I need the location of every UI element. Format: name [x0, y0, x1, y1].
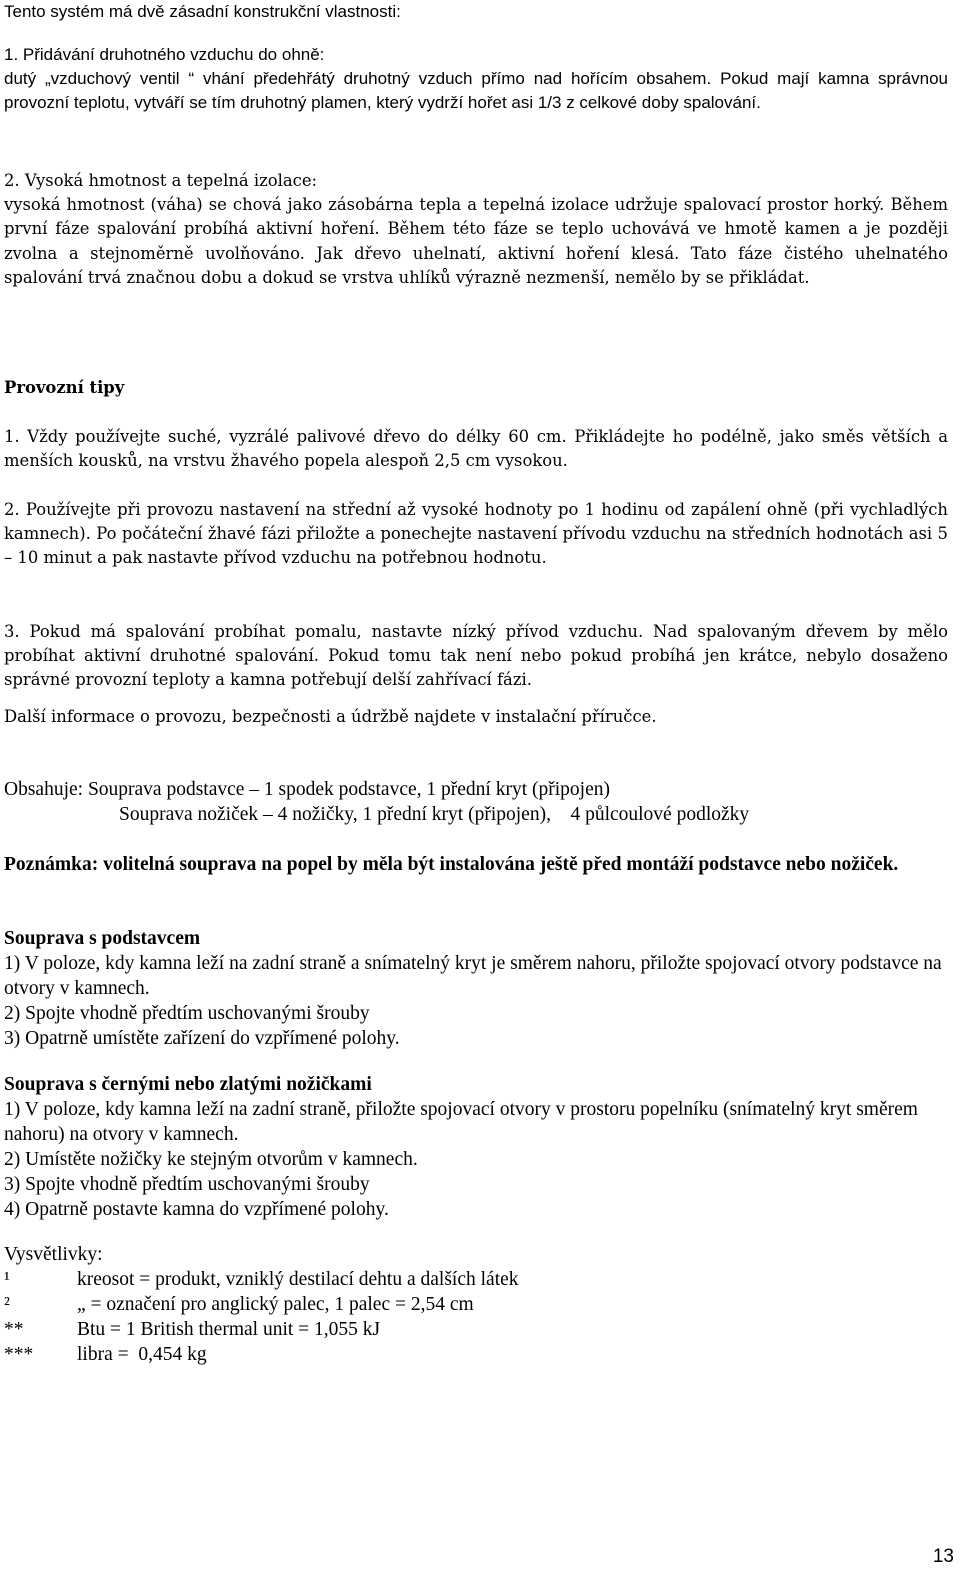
- legend-text: kreosot = produkt, vzniklý destilací dehtu a dalších látek: [77, 1269, 519, 1290]
- contents-line-2: Souprava nožiček – 4 nožičky, 1 přední kryt (připojen), 4 půlcoulové podložky: [119, 804, 750, 825]
- legs-kit-step-1: 1) V poloze, kdy kamna leží na zadní straně, přiložte spojovací otvory v prostoru popelníku (snímatelný kryt směrem nahoru) na otvory v kamnech.: [4, 1099, 918, 1145]
- legs-kit-step-4: 4) Opatrně postavte kamna do vzpřímené polohy.: [4, 1199, 389, 1220]
- property-2-title: 2. Vysoká hmotnost a tepelná izolace:: [4, 171, 318, 190]
- legend-item: [4, 1292, 948, 1317]
- legs-kit-heading: Souprava s černými nebo zlatými nožičkami: [4, 1074, 372, 1095]
- stand-kit-step-1: 1) V poloze, kdy kamna leží na zadní straně a snímatelný kryt je směrem nahoru, přiložte spojovací otvory podstavce na otvory v kamnech.: [4, 953, 942, 999]
- tips-heading: Provozní tipy: [4, 378, 125, 397]
- stand-kit-step-2: 2) Spojte vhodně předtím uschovanými šrouby: [4, 1003, 370, 1024]
- property-1-text: dutý „vzduchový ventil “ vhání předehřátý druhotný vzduch přímo nad hořícím obsahem. Pokud mají kamna správnou provozní teplotu, vytváří se tím druhotný plamen, který vydrží hořet asi 1/3 z celkové doby spalování.: [4, 69, 948, 112]
- stand-kit-section: [4, 926, 948, 1051]
- legs-kit-step-2: 2) Umístěte nožičky ke stejným otvorům v kamnech.: [4, 1149, 418, 1170]
- legend-mark: ²: [4, 1294, 10, 1315]
- property-2-text-a: vysoká hmotnost (váha) se chová jako zásobárna tepla a tepelná izolace udržuje spalovací prostor horký.: [4, 195, 885, 215]
- contents-line-1: Obsahuje: Souprava podstavce – 1 spodek podstavce, 1 přední kryt (připojen): [4, 779, 610, 800]
- more-info: Další informace o provozu, bezpečnosti a údržbě najdete v instalační příručce.: [4, 707, 657, 726]
- legend-mark: ¹: [4, 1269, 10, 1290]
- property-2-text-b: Během první fáze spalování probíhá aktivní hoření.: [4, 195, 948, 239]
- legend-mark: **: [4, 1319, 24, 1340]
- legend-text: Btu = 1 British thermal unit = 1,055 kJ: [77, 1319, 381, 1340]
- legend-item: [4, 1342, 948, 1367]
- note: Poznámka: volitelná souprava na popel by měla být instalována ještě před montáží podstavce nebo nožiček.: [4, 854, 899, 875]
- property-2: [4, 169, 948, 290]
- legend-item: [4, 1317, 948, 1342]
- legend: [4, 1242, 948, 1367]
- legend-text: „ = označení pro anglický palec, 1 palec = 2,54 cm: [77, 1294, 474, 1315]
- legs-kit-step-3: 3) Spojte vhodně předtím uschovanými šrouby: [4, 1174, 370, 1195]
- tip-3: 3. Pokud má spalování probíhat pomalu, nastavte nízký přívod vzduchu. Nad spalovaným dřevem by mělo probíhat aktivní druhotné spalování. Pokud tomu tak není nebo pokud probíhá jen krátce, nebylo dosaženo správné provozní teploty a kamna potřebují delší zahřívací fázi.: [4, 622, 948, 690]
- tip-2: 2. Používejte při provozu nastavení na střední až vysoké hodnoty po 1 hodinu od zapálení ohně (při vychladlých kamnech). Po počáteční žhavé fázi přiložte a ponechejte nastavení přívodu vzduchu na středních hodnotách asi 5 – 10 minut a pak nastavte přívod vzduchu na potřebnou hodnotu.: [4, 500, 948, 568]
- stand-kit-heading: Souprava s podstavcem: [4, 928, 201, 949]
- stand-kit-step-3: 3) Opatrně umístěte zařízení do vzpřímené polohy.: [4, 1028, 400, 1049]
- property-2-text: [4, 193, 948, 290]
- legend-heading: Vysvětlivky:: [4, 1244, 103, 1265]
- legend-text: libra = 0,454 kg: [77, 1344, 207, 1365]
- legend-mark: ***: [4, 1344, 34, 1365]
- legs-kit-section: [4, 1072, 948, 1222]
- tip-1: 1. Vždy používejte suché, vyzrálé palivové dřevo do délky 60 cm. Přikládejte ho podélně, jako směs větších a menších kousků, na vrstvu žhavého popela alespoň 2,5 cm vysokou.: [4, 427, 948, 471]
- intro-line: Tento systém má dvě zásadní konstrukční vlastnosti:: [4, 2, 401, 21]
- property-2-text-c: Během této fáze se teplo uchovává ve hmotě kamen a je později zvolna a stejnoměrně uvolňováno.: [4, 219, 948, 263]
- legend-item: [4, 1267, 948, 1292]
- property-2-text-d: Jak dřevo uhelnatí, aktivní hoření klesá.: [304, 243, 680, 263]
- page-number: 13: [932, 1546, 954, 1567]
- property-1-title: 1. Přidávání druhotného vzduchu do ohně:: [4, 45, 325, 64]
- contents: [4, 777, 948, 827]
- property-1: [4, 43, 948, 115]
- property-2-text-e: Tato fáze čistého uhelnatého spalování trvá značnou dobu a dokud se vrstva uhlíků výrazně nezmenší, nemělo by se přikládat.: [4, 243, 948, 287]
